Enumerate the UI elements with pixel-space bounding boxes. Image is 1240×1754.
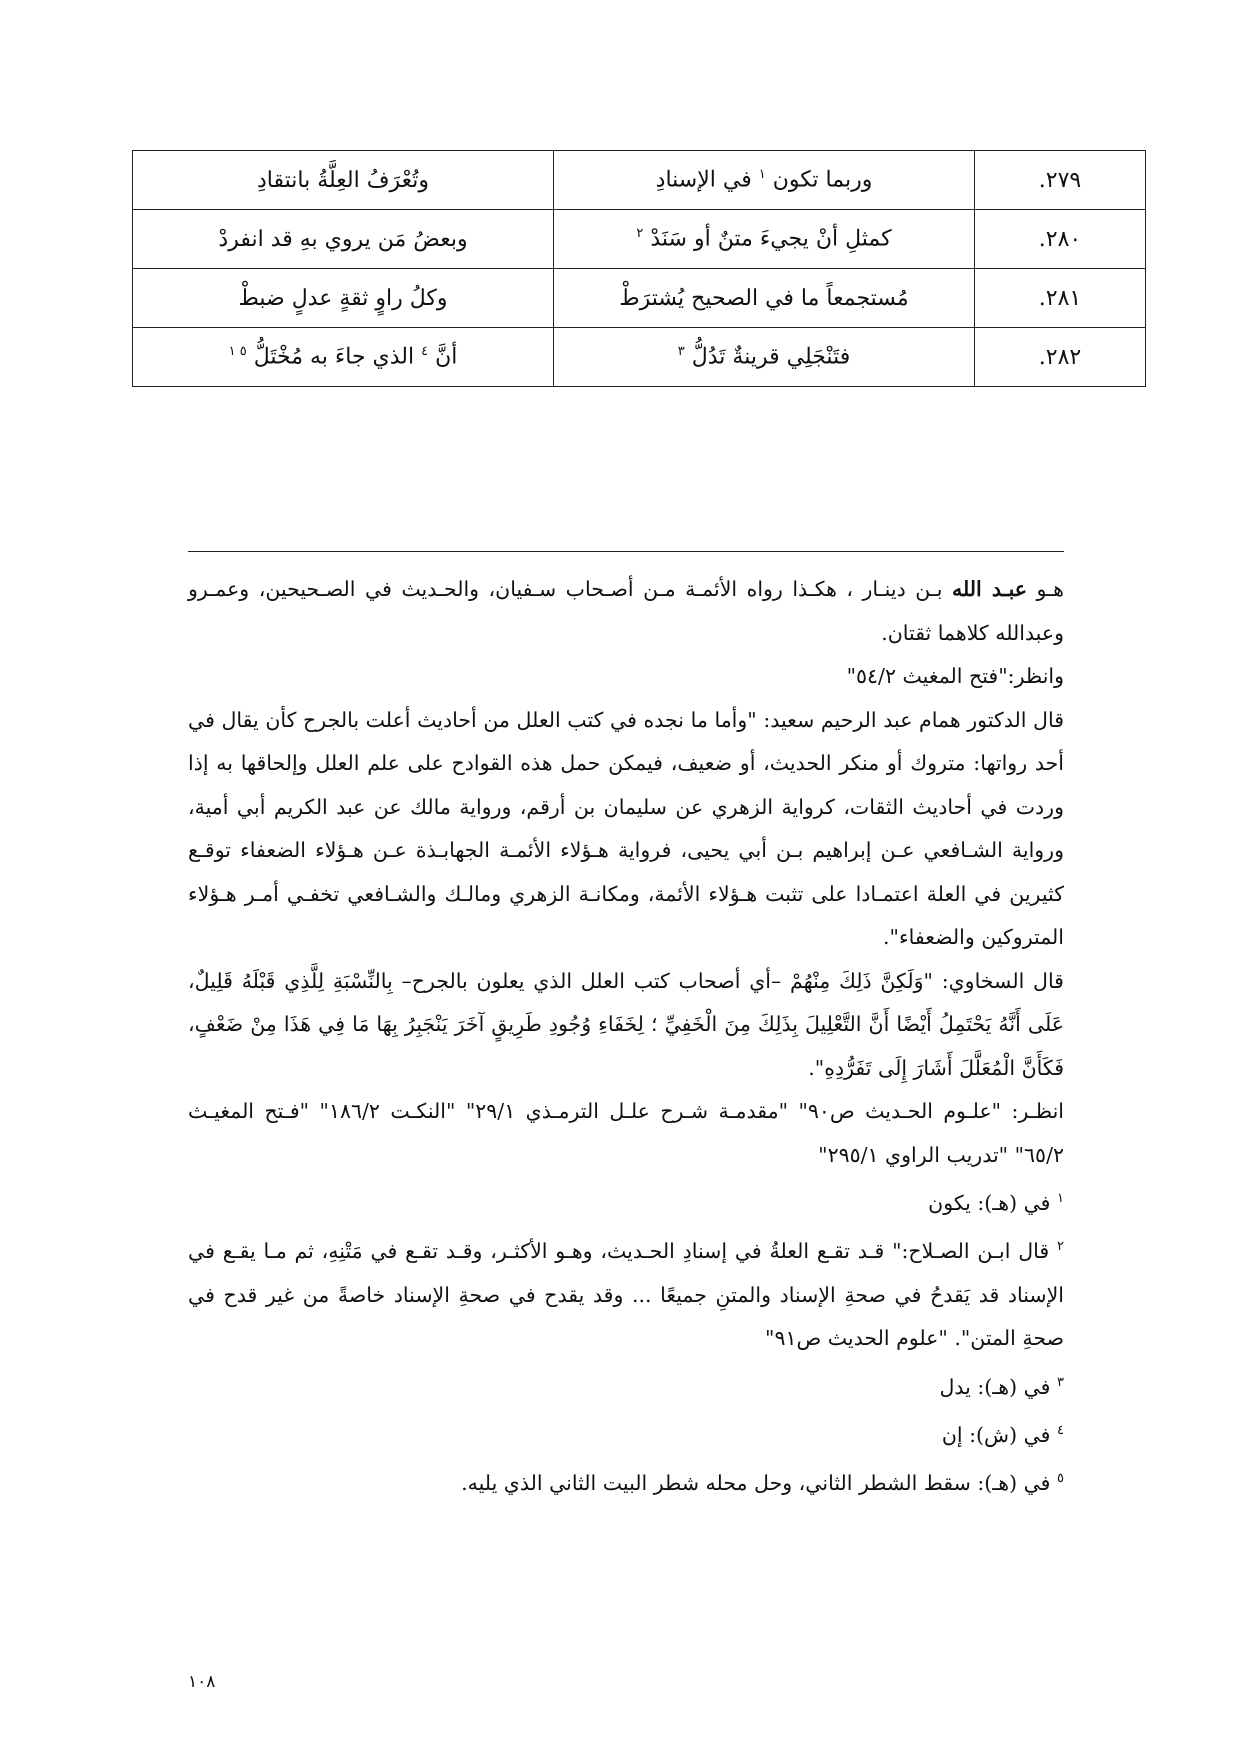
- verse-first-hemistich: كمثلِ أنْ يجيءَ متنٌ أو سَنَدْ $^٢$: [554, 210, 975, 269]
- verse-second-hemistich: وبعضُ مَن يروي بهِ قد انفردْ: [133, 210, 554, 269]
- verse-second-hemistich: أنَّ $^٤$ الذي جاءَ به مُخْتَلُّ $^{٥ ١}$: [133, 328, 554, 387]
- footnote-ref: ٣: [677, 344, 685, 360]
- verse-number: ٢٨١.: [975, 269, 1146, 328]
- footnote-1: $^١$ في (هـ): يكون: [928, 1190, 1064, 1215]
- verse-second-hemistich: وتُعْرَفُ العِلَّةُ بانتقادِ: [133, 151, 554, 210]
- footnote-ref: ٤: [421, 344, 429, 360]
- note-paragraph: هـو عبـد الله بـن دينـار ، هكـذا رواه الأئمـة مـن أصـحاب سـفيان، والحـديث في الصـحيحين، وعمـرو وعبدالله كلاهما ثقتان.: [188, 577, 1064, 645]
- note-paragraph: قال السخاوي: "وَلَكِنَّ ذَلِكَ مِنْهُمْ –أي أصحاب كتب العلل الذي يعلون بالجرح– بِالنِّسْبَةِ لِلَّذِي قَبْلَهُ قَلِيلٌ، عَلَى أَنَّهُ يَحْتَمِلُ أَيْضًا أَنَّ التَّعْلِيلَ بِذَلِكَ مِنَ الْخَفِيِّ ؛ لِخَفَاءِ وُجُودِ طَرِيقٍ آخَرَ يَنْجَبِرُ بِهَا مَا فِي هَذَا مِنْ ضَعْفٍ، فَكَأَنَّ الْمُعَلَّلَ أَشَارَ إِلَى تَفَرُّدِهِ".: [188, 968, 1064, 1080]
- footnotes-section: [188, 568, 1064, 1506]
- footnote-3: $^٣$ في (هـ): يدل: [939, 1374, 1064, 1399]
- verse-second-hemistich: وكلُ راوٍ ثقةٍ عدلٍ ضبطْ: [133, 269, 554, 328]
- verse-number: ٢٨٠.: [975, 210, 1146, 269]
- verse-row: [133, 269, 1146, 328]
- verse-first-hemistich: وربما تكون $^١$ في الإسنادِ: [554, 151, 975, 210]
- footnote-separator: [188, 551, 1064, 552]
- verse-table: [132, 150, 1146, 387]
- bold-name: عبـد الله: [952, 577, 1028, 601]
- footnote-ref: ٥ ١: [228, 344, 247, 360]
- verse-first-hemistich: مُستجمعاً ما في الصحيح يُشترَطْ: [554, 269, 975, 328]
- verse-number: ٢٨٢.: [975, 328, 1146, 387]
- verse-number: ٢٧٩.: [975, 151, 1146, 210]
- footnote-ref: ١: [758, 167, 766, 183]
- verse-row: [133, 328, 1146, 387]
- verse-first-hemistich: فتَنْجَلِي قرينةٌ تَدُلُّ $^٣$: [554, 328, 975, 387]
- footnote-5: $^٥$ في (هـ): سقط الشطر الثاني، وحل محله شطر البيت الثاني الذي يليه.: [461, 1471, 1064, 1496]
- footnote-ref: ٢: [636, 226, 644, 242]
- footnote-2: $^٢$ قال ابـن الصـلاح:" قـد تقـع العلةُ في إسنادِ الحـديث، وهـو الأكثـر، وقـد تقـع في مَتْنِهِ، ثم مـا يقـع في الإسناد قد يَقدحُ في صحةِ الإسناد والمتنِ جميعًا ... وقد يقدح في صحةِ الإسناد خاصةً من غير قدح في صحةِ المتن". "علوم الحديث ص٩١": [188, 1239, 1064, 1351]
- verse-row: [133, 210, 1146, 269]
- verse-row: [133, 151, 1146, 210]
- note-paragraph: وانظر:"فتح المغيث ٥٤/٢": [846, 664, 1064, 688]
- note-paragraph: انظـر: "علـوم الحـديث ص٩٠" "مقدمـة شـرح علـل الترمـذي ٢٩/١" "النكـت ١٨٦/٢" "فـتح المغيـث ٦٥/٢" "تدريب الراوي ٢٩٥/١": [188, 1099, 1064, 1167]
- page-number: ١٠٨: [188, 1672, 216, 1692]
- note-paragraph: قال الدكتور همام عبد الرحيم سعيد: "وأما ما نجده في كتب العلل من أحاديث أعلت بالجرح كأن يقال في أحد رواتها: متروك أو منكر الحديث، أو ضعيف، فيمكن حمل هذه القوادح على علم العلل وإلحاقها به إذا وردت في أحاديث الثقات، كرواية الزهري عن سليمان بن أرقم، ورواية مالك عن عبد الكريم أبي أمية، ورواية الشـافعي عـن إبراهيم بـن أبي يحيى، فرواية هـؤلاء الأئمـة الجهابـذة عـن هـؤلاء الضعفاء توقـع كثيرين في العلة اعتمـادا على تثبت هـؤلاء الأئمة، ومكانـة الزهري ومالـك والشـافعي تخفـي أمـر هـؤلاء المتروكين والضعفاء".: [188, 707, 1064, 949]
- footnote-4: $^٤$ في (ش): إن: [941, 1422, 1064, 1447]
